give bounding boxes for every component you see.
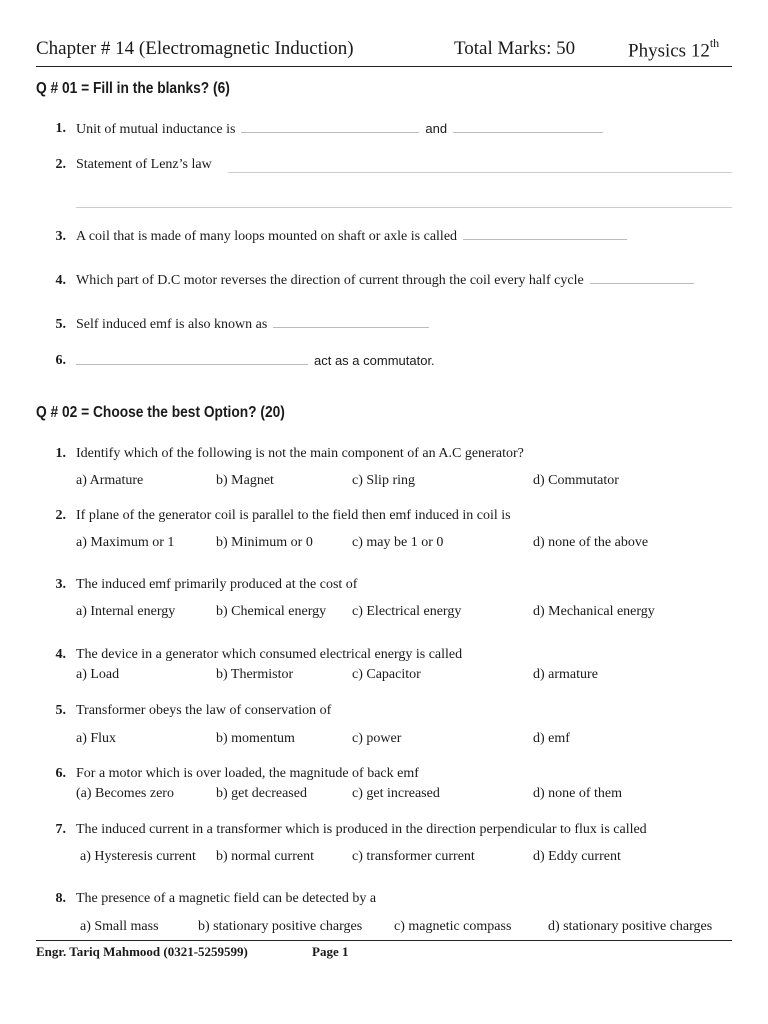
section-heading-q2: Q # 02 = Choose the best Option? (20) (36, 404, 285, 421)
subject-text: Physics 12 (628, 40, 710, 62)
q2-question-7: The induced current in a transformer which is produced in the direction perpendicular to flux is called (76, 822, 647, 837)
q2-item-number: 7. (55, 822, 66, 837)
q2-option-d[interactable]: d) none of the above (533, 535, 649, 550)
chapter-title: Chapter # 14 (Electromagnetic Induction) (36, 38, 354, 59)
q2-question-1: Identify which of the following is not the main component of an A.C generator? (76, 446, 524, 461)
footer-rule (36, 940, 732, 941)
answer-blank[interactable] (590, 282, 694, 284)
q2-option-b[interactable]: b) get decreased (216, 786, 307, 801)
q1-item-text: Self induced emf is also known as (76, 317, 268, 332)
q2-option-a[interactable]: a) Armature (76, 473, 144, 488)
page-header (36, 38, 732, 67)
q2-question-2: If plane of the generator coil is parallel to the field then emf induced in coil is (76, 508, 511, 523)
answer-blank[interactable] (76, 363, 308, 365)
answer-line[interactable] (76, 207, 732, 208)
q2-item-number: 4. (55, 647, 66, 662)
q2-option-a[interactable]: a) Load (76, 667, 120, 682)
answer-blank[interactable] (273, 326, 429, 328)
q2-option-c[interactable]: c) magnetic compass (394, 919, 512, 934)
q2-option-d[interactable]: d) Commutator (533, 473, 619, 488)
total-marks: Total Marks: 50 (454, 38, 576, 59)
q2-option-c[interactable]: c) Capacitor (352, 667, 421, 682)
q2-item-number: 3. (55, 577, 66, 592)
q1-connector: and (425, 121, 448, 136)
q2-question-8: The presence of a magnetic field can be detected by a (76, 891, 377, 906)
q1-item-number: 2. (55, 157, 66, 172)
q1-item-4 (76, 273, 700, 289)
q2-option-c[interactable]: c) power (352, 731, 402, 746)
q2-question-6: For a motor which is over loaded, the magnitude of back emf (76, 766, 419, 781)
q1-item-number: 4. (55, 273, 66, 288)
subject-label (628, 38, 719, 62)
q2-option-c[interactable]: c) get increased (352, 786, 440, 801)
q2-item-number: 1. (55, 446, 66, 461)
q2-option-d[interactable]: d) stationary positive charges (548, 919, 713, 934)
q2-option-b[interactable]: b) stationary positive charges (198, 919, 363, 934)
q2-item-number: 5. (55, 703, 66, 718)
answer-blank[interactable] (453, 131, 603, 133)
q2-option-b[interactable]: b) Chemical energy (216, 604, 327, 619)
q2-question-3: The induced emf primarily produced at the cost of (76, 577, 358, 592)
q1-item-number: 5. (55, 317, 66, 332)
q1-item-5 (76, 317, 435, 333)
q1-item-3 (76, 229, 633, 245)
q2-option-c[interactable]: c) may be 1 or 0 (352, 535, 444, 550)
q2-option-a[interactable]: a) Hysteresis current (80, 849, 196, 864)
q2-option-d[interactable]: d) Eddy current (533, 849, 621, 864)
q2-option-b[interactable]: b) normal current (216, 849, 314, 864)
q1-item-tail: act as a commutator. (314, 353, 435, 368)
q2-option-b[interactable]: b) Thermistor (216, 667, 294, 682)
q2-option-b[interactable]: b) Minimum or 0 (216, 535, 313, 550)
q1-item-6 (76, 353, 435, 370)
q2-item-number: 8. (55, 891, 66, 906)
q2-option-b[interactable]: b) momentum (216, 731, 295, 746)
q2-item-number: 6. (55, 766, 66, 781)
q2-option-d[interactable]: d) emf (533, 731, 570, 746)
answer-blank[interactable] (241, 131, 419, 133)
q2-option-c[interactable]: c) Slip ring (352, 473, 415, 488)
footer-author: Engr. Tariq Mahmood (0321-5259599) (36, 944, 248, 959)
q2-option-d[interactable]: d) Mechanical energy (533, 604, 655, 619)
q2-option-a[interactable]: a) Small mass (80, 919, 159, 934)
q2-option-c[interactable]: c) Electrical energy (352, 604, 462, 619)
footer-page: Page 1 (312, 944, 349, 959)
q1-item-number: 3. (55, 229, 66, 244)
q1-item-number: 1. (55, 121, 66, 136)
q2-option-c[interactable]: c) transformer current (352, 849, 475, 864)
q2-option-d[interactable]: d) none of them (533, 786, 623, 801)
answer-blank[interactable] (463, 238, 627, 240)
q2-option-a[interactable]: a) Internal energy (76, 604, 176, 619)
q1-item-text: A coil that is made of many loops mounted on shaft or axle is called (76, 229, 458, 244)
q2-option-d[interactable]: d) armature (533, 667, 598, 682)
q1-item-number: 6. (55, 353, 66, 368)
q2-question-5: Transformer obeys the law of conservation of (76, 703, 332, 718)
q1-item-text: Unit of mutual inductance is (76, 122, 236, 137)
q2-option-a[interactable]: a) Flux (76, 731, 117, 746)
answer-line[interactable] (228, 172, 732, 173)
q1-item-text: Which part of D.C motor reverses the direction of current through the coil every half cycle (76, 273, 584, 288)
section-heading-q1: Q # 01 = Fill in the blanks? (6) (36, 80, 230, 97)
q1-item-1 (76, 121, 609, 138)
q1-item-2: Statement of Lenz’s law (76, 157, 212, 172)
q2-item-number: 2. (55, 508, 66, 523)
q2-option-a[interactable]: a) Maximum or 1 (76, 535, 175, 550)
q2-option-a[interactable]: (a) Becomes zero (76, 786, 174, 801)
q2-question-4: The device in a generator which consumed electrical energy is called (76, 647, 463, 662)
subject-superscript: th (709, 36, 720, 50)
q2-option-b[interactable]: b) Magnet (216, 473, 274, 488)
